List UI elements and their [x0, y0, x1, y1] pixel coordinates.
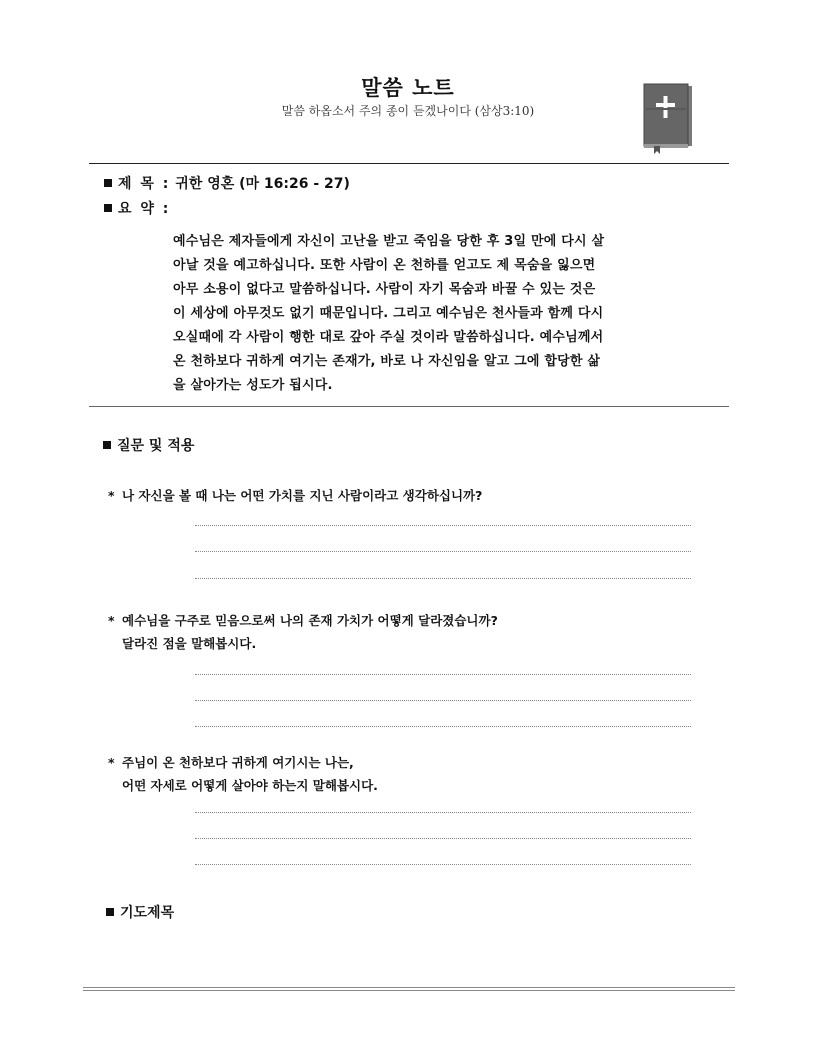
bible-book-icon: [640, 82, 696, 154]
question-3-text: 주님이 온 천하보다 귀하게 여기시는 나는,: [122, 755, 354, 770]
answer-line[interactable]: [195, 726, 691, 727]
summary-text: [173, 230, 690, 398]
title-field: [104, 173, 350, 193]
answer-line[interactable]: [195, 525, 691, 526]
summary-line: 오실때에 각 사람이 행한 대로 갚아 주실 것이라 말씀하십니다. 예수님께서: [173, 330, 604, 345]
footer-divider: [83, 987, 735, 988]
questions-heading: [103, 435, 194, 455]
asterisk-bullet: *: [108, 613, 115, 628]
answer-line[interactable]: [195, 700, 691, 701]
page-title: 말씀 노트: [361, 76, 455, 100]
question-1-text: 나 자신을 볼 때 나는 어떤 가치를 지닌 사람이라고 생각하십니까?: [122, 488, 483, 503]
summary-line: 온 천하보다 귀하게 여기는 존재가, 바로 나 자신임을 알고 그에 합당한 삶: [173, 354, 601, 369]
summary-line: 이 세상에 아무것도 없기 때문입니다. 그리고 예수님은 천사들과 함께 다시: [173, 306, 604, 321]
page-subtitle-verse: 말씀 하옵소서 주의 종이 듣겠나이다 (삼상3:10): [281, 104, 535, 118]
section-divider: [89, 406, 729, 407]
answer-line[interactable]: [195, 838, 691, 839]
questions-heading-label: 질문 및 적용: [117, 438, 195, 454]
question-3: [108, 751, 378, 797]
asterisk-bullet: *: [108, 488, 115, 503]
question-2-text-cont: 달라진 점을 말해봅시다.: [122, 636, 257, 651]
question-2: [108, 609, 498, 655]
square-bullet-icon: [104, 179, 112, 187]
summary-line: 아무 소용이 없다고 말씀하십니다. 사람이 자기 목숨과 바꿀 수 있는 것은: [173, 282, 596, 297]
summary-field: [104, 198, 170, 218]
square-bullet-icon: [104, 204, 112, 212]
title-label: 제 목 :: [118, 176, 171, 192]
question-2-text: 예수님을 구주로 믿음으로써 나의 존재 가치가 어떻게 달라졌습니까?: [122, 613, 498, 628]
question-1: [108, 484, 482, 507]
answer-line[interactable]: [195, 578, 691, 579]
answer-line[interactable]: [195, 864, 691, 865]
header-divider: [89, 163, 729, 164]
square-bullet-icon: [106, 908, 114, 916]
summary-line: 예수님은 제자들에게 자신이 고난을 받고 죽임을 당한 후 3일 만에 다시 살: [173, 234, 605, 249]
footer-divider: [83, 990, 735, 991]
summary-label: 요 약 :: [118, 201, 171, 217]
title-value: 귀한 영혼 (마 16:26 - 27): [175, 176, 350, 192]
question-3-text-cont: 어떤 자세로 어떻게 살아야 하는지 말해봅시다.: [122, 778, 378, 793]
square-bullet-icon: [103, 441, 111, 449]
answer-line[interactable]: [195, 812, 691, 813]
summary-line: 아날 것을 예고하십니다. 또한 사람이 온 천하를 얻고도 제 목숨을 잃으면: [173, 258, 596, 273]
prayer-heading: [106, 902, 174, 922]
summary-line: 을 살아가는 성도가 됩시다.: [173, 378, 333, 393]
prayer-heading-label: 기도제목: [120, 905, 175, 921]
answer-line[interactable]: [195, 551, 691, 552]
answer-line[interactable]: [195, 674, 691, 675]
asterisk-bullet: *: [108, 755, 115, 770]
